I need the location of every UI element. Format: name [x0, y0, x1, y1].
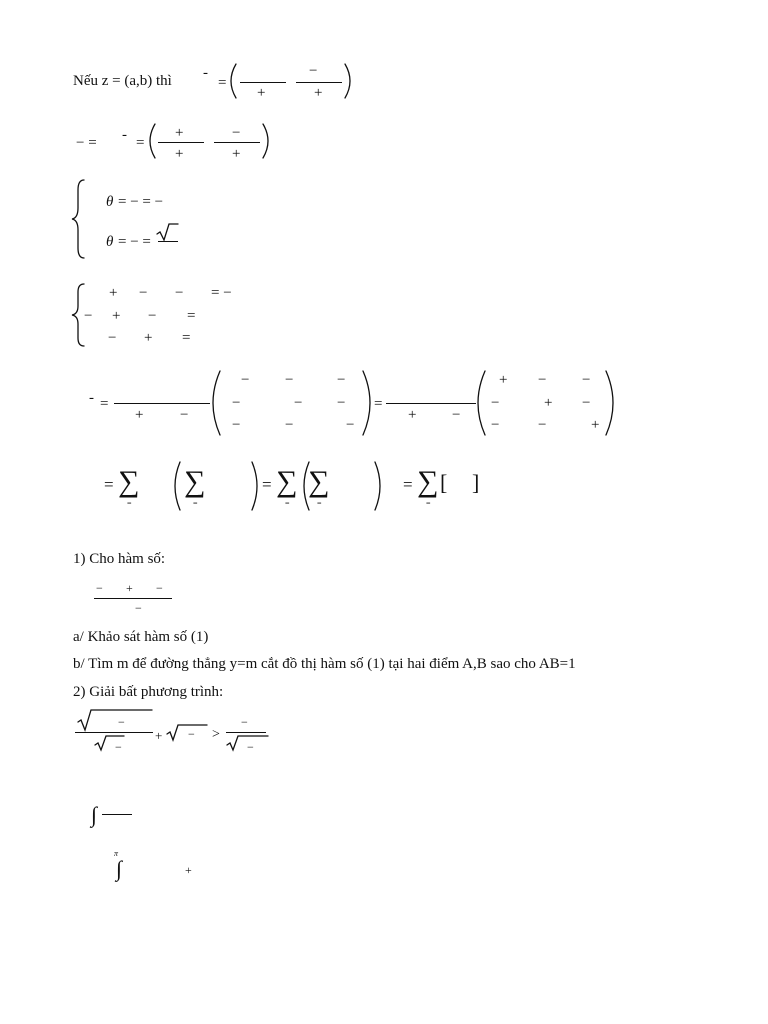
equals-sign: =	[104, 475, 114, 494]
equals-minus: = −	[211, 285, 232, 301]
sqrt-sign	[157, 224, 178, 240]
left-paren	[478, 371, 485, 435]
minus-sign: −	[148, 308, 157, 324]
bar-mark: -	[203, 65, 208, 81]
sigma-symbol: ∑	[417, 465, 439, 498]
left-brace	[72, 284, 84, 346]
minus-sign: −	[188, 727, 195, 741]
theta-symbol: θ	[106, 194, 114, 210]
right-paren	[252, 462, 257, 510]
minus-sign: −	[232, 395, 241, 411]
sigma-symbol: ∑	[276, 465, 298, 498]
pi-limit: π	[114, 849, 119, 858]
minus-sign: −	[84, 308, 93, 324]
left-brace	[72, 180, 84, 258]
subscript-equals: =	[127, 499, 132, 508]
minus-sign: −	[538, 417, 547, 433]
plus-sign: +	[499, 372, 508, 388]
plus-sign: +	[314, 85, 323, 101]
plus-sign: +	[126, 581, 133, 595]
minus-sign: −	[156, 581, 163, 595]
sigma-symbol: ∑	[184, 465, 206, 498]
right-paren	[375, 462, 380, 510]
plus-sign: +	[591, 417, 600, 433]
plus-sign: +	[135, 407, 144, 423]
left-paren	[231, 64, 236, 98]
subscript-equals: =	[317, 499, 322, 508]
minus-sign: −	[452, 407, 461, 423]
left-paren	[304, 462, 309, 510]
minus-sign: −	[108, 330, 117, 346]
left-paren	[150, 124, 155, 158]
minus-sign: −	[115, 740, 122, 754]
minus-sign: −	[139, 285, 148, 301]
left-bracket: [	[440, 470, 448, 495]
minus-sign: −	[232, 417, 241, 433]
minus-sign: −	[241, 715, 248, 729]
plus-sign: +	[232, 146, 241, 162]
equals-sign: =	[403, 475, 413, 494]
minus-sign: −	[337, 395, 346, 411]
minus-sign: −	[175, 285, 184, 301]
problem2-heading: 2) Giải bất phương trình:	[73, 684, 224, 700]
greater-than: >	[212, 727, 220, 742]
plus-sign: +	[185, 863, 192, 877]
right-paren	[263, 124, 268, 158]
subscript-equals: =	[285, 499, 290, 508]
minus-sign: −	[241, 372, 250, 388]
right-bracket: ]	[472, 470, 480, 495]
integral-symbol: ∫	[91, 802, 98, 827]
integral-symbol: ∫	[116, 856, 123, 881]
plus-sign: +	[544, 395, 553, 411]
line1-text: Nếu z = (a,b) thì	[73, 73, 172, 89]
minus-sign: −	[180, 407, 189, 423]
theta-symbol: θ	[106, 234, 114, 250]
minus-equals: − =	[76, 135, 97, 151]
equals-sign: =	[136, 135, 145, 151]
minus-sign: −	[538, 372, 547, 388]
sqrt-sign	[95, 736, 124, 750]
subscript-equals: =	[426, 499, 431, 508]
minus-sign: −	[135, 601, 142, 615]
minus-sign: −	[491, 395, 500, 411]
equals-sign: =	[374, 396, 383, 412]
minus-sign: −	[247, 740, 254, 754]
minus-sign: −	[309, 63, 318, 79]
right-paren	[345, 64, 350, 98]
sqrt-sign	[227, 736, 268, 750]
plus-sign: +	[175, 146, 184, 162]
minus-sign: −	[346, 417, 355, 433]
minus-sign: −	[118, 715, 125, 729]
theta-line1: = − = −	[118, 194, 164, 210]
plus-sign: +	[175, 125, 184, 141]
right-paren	[606, 371, 613, 435]
plus-sign: +	[408, 407, 417, 423]
equals-sign: =	[100, 396, 109, 412]
problem1-heading: 1) Cho hàm số:	[73, 551, 166, 567]
sqrt-sign	[78, 710, 152, 730]
equals-sign: =	[262, 475, 272, 494]
left-paren	[213, 371, 220, 435]
minus-sign: −	[96, 581, 103, 595]
left-paren	[175, 462, 180, 510]
theta-line2: = − =	[118, 234, 151, 250]
sigma-symbol: ∑	[118, 465, 140, 498]
right-paren	[363, 371, 370, 435]
minus-sign: −	[285, 372, 294, 388]
subscript-equals: =	[193, 499, 198, 508]
minus-sign: −	[582, 395, 591, 411]
equals-sign: =	[218, 75, 227, 91]
bar-mark: -	[89, 390, 94, 406]
plus-sign: +	[155, 728, 163, 743]
minus-sign: −	[232, 125, 241, 141]
plus-sign: +	[144, 330, 153, 346]
sqrt-sign	[167, 725, 207, 740]
minus-sign: −	[491, 417, 500, 433]
plus-sign: +	[112, 308, 121, 324]
minus-sign: −	[294, 395, 303, 411]
plus-sign: +	[257, 85, 266, 101]
plus-sign: +	[109, 285, 118, 301]
minus-sign: −	[285, 417, 294, 433]
sigma-symbol: ∑	[308, 465, 330, 498]
minus-sign: −	[337, 372, 346, 388]
part-b-text: b/ Tìm m để đường thẳng y=m cắt đồ thị hàm số (1) tại hai điểm A,B sao cho AB=1	[73, 656, 576, 672]
minus-sign: −	[582, 372, 591, 388]
equals-sign: =	[187, 308, 196, 324]
equals-sign: =	[182, 330, 191, 346]
bar-mark: -	[122, 127, 127, 143]
part-a-text: a/ Khảo sát hàm số (1)	[73, 629, 209, 645]
